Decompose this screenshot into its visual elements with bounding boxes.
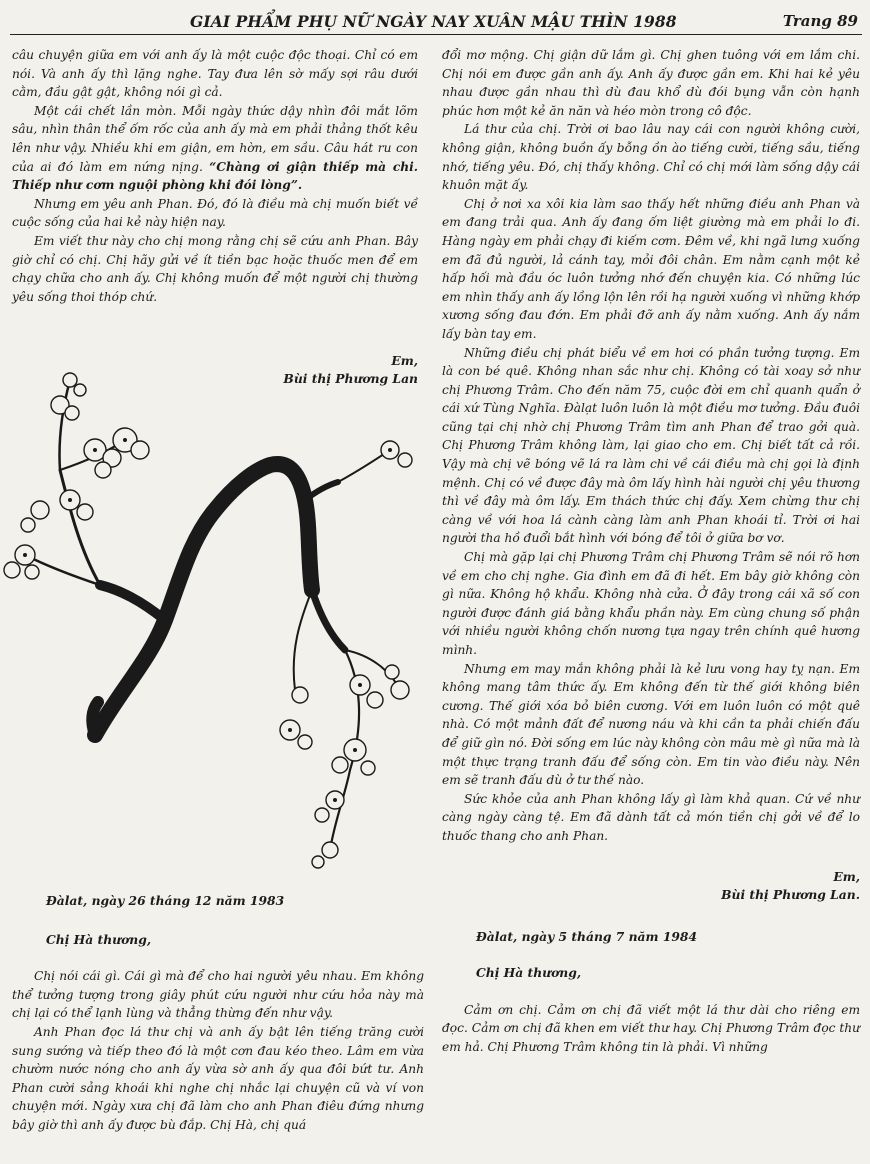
page-header [10,6,862,35]
signature-name-2: Bùi thị Phương Lan. [721,886,860,902]
right-paragraph-7: Sức khỏe của anh Phan không lấy gì làm khả quan. Cứ về như càng ngày càng tệ. Em đã dành tất cả món tiền chị gởi về để lo thuốc thang cho anh Phan. [442,791,860,843]
left-paragraph-2 [12,102,418,195]
left-paragraph-1: câu chuyện giữa em với anh ấy là một cuộc độc thoại. Chỉ có em nói. Và anh ấy thì lặng nghe. Tay đưa lên sờ mấy sợi râu dưới cằm, đầu gật gật, không nói gì cả. [12,48,418,100]
letter-date-1984: Đàlat, ngày 5 tháng 7 năm 1984 [476,928,698,944]
right-paragraph-6: Nhưng em may mắn không phải là kẻ lưu vong hay tỵ nạn. Em không mang tâm thức ấy. Em không đến từ thế giới không biên cương. Thế giới xóa bỏ biên cương. Với em luôn luôn có một quê nhà. Có một mảnh đất để nương náu và khi cần ta phải chiến đấu để giữ gìn nó. Đời sống em lúc này không còn mâu mè gì nữa mà là một thực trạng tranh đấu để sống còn. Em tin vào điều này. Nên em sẽ tranh đấu dù ở tư thế nào. [442,661,860,788]
signature-em: Em, [391,353,418,368]
left-paragraph-5: Chị nói cái gì. Cái gì mà để cho hai người yêu nhau. Em không thể tưởng tượng trong giây phút cứu người như cứu hỏa này mà chị lại có thể lạnh lùng và thẳng thừng đến như vậy. [12,969,424,1021]
plum-blossom-branch-icon [0,350,430,890]
signature-em-2: Em, [833,868,860,884]
right-column [442,46,860,1057]
right-paragraph-4: Những điều chị phát biểu về em hơi có phần tưởng tượng. Em là con bé quê. Không nhan sắc như chị. Không có tài xoay sở như chị Phương Trâm. Cho đến năm 75, cuộc đời em chỉ quanh quẩn ở cái xứ Tùng Nghĩa. Đàlạt luôn luôn là một điều mơ tưởng. Đầu đuôi cũng tại chị nhờ chị Phương Trâm tìm anh Phan để trao gởi quà. Chị Phương Trâm không làm, lại giao cho em. Chị biết tất cả rồi. Vậy mà chị vẽ bóng vẽ lá ra làm chi về cái điều mà chị gọi là định mệnh. Chị có về được đây mà ôm lấy hình hài người chị yêu thương thì về đây mà ôm lấy. Em thách thức chị đấy. Xem chừng thư chị càng về với hoa lá cành càng làm anh Phan khoái tỉ. Trời ơi hai người tha hồ đuổi bắt hình với bóng để tôi ở giữa bơ vơ. [442,345,860,546]
right-paragraph-5: Chị mà gặp lại chị Phương Trâm chị Phương Trâm sẽ nói rõ hơn về em cho chị nghe. Gia đình em đã đi hết. Em bây giờ không còn gì nữa. Không hộ khẩu. Không nhà cửa. Ở đây trong cái xã số con người được đánh giá bằng khẩu phần này. Em cùng chung số phận với nhiều người không chốn nương tựa ngay trên chính quê hương mình. [442,550,860,657]
publication-title: GIAI PHẨM PHỤ NỮ NGÀY NAY XUÂN MẬU THÌN 1988 [190,12,677,31]
right-paragraph-1: đổi mơ mộng. Chị giận dữ lắm gì. Chị ghen tuông với em lắm chi. Chị nói em được gần anh ấy. Anh ấy được gần em. Khi hai kẻ yêu nhau được gần nhau thì dù đau khổ dù đói bụng vẫn còn hạnh phúc hơn một kẻ ăn năn và héo mòn trong cô độc. [442,48,860,118]
page-number: Trang 89 [782,12,858,30]
letter-salutation-2: Chị Hà thương, [476,965,582,981]
left-paragraph-3: Nhưng em yêu anh Phan. Đó, đó là điều mà chị muốn biết về cuộc sống của hai kẻ này hiện nay. [12,196,418,230]
right-paragraph-2: Lá thư của chị. Trời ơi bao lâu nay cái con người không cười, không giận, không buồn ấy bỗng ồn ào tiếng cười, tiếng sầu, tiếng nhớ, tiếng yêu. Đó, chị thấy không. Chỉ có chị mới làm sống dậy cái khuôn mặt ấy. [442,122,860,193]
left-column-top [12,46,418,306]
left-paragraph-2-text: Một cái chết lần mòn. Mỗi ngày thức dậy nhìn đôi mắt lõm sâu, nhìn thân thể ốm rốc của anh ấy mà em phải thảng thốt kêu lên như vậy. Nhiều khi em giận, em hờn, em sầu. Câu hát ru con của ai đó làm em nứng nịng. [12,103,418,174]
signature-name: Bùi thị Phương Lan [283,371,418,386]
right-paragraph-3: Chị ở nơi xa xôi kia làm sao thấy hết những điều anh Phan và em đang trải qua. Anh ấy đang ốm liệt giường mà em phải lo đi. Hàng ngày em phải chạy đi kiếm cơm. Đêm về, khi ngã lưng xuống em đã đủ người, lả cánh tay, mỏi đôi chân. Em nằm cạnh một kẻ hấp hối mà đầu óc luôn tưởng nhớ đến chuyện kia. Có những lúc em nhìn thấy anh ấy lồng lộn lên rồi hạ người xuống vì những khớp xương sống đau đớn. Em phải đỡ anh ấy nằm xuống. Anh ấy nắm lấy bàn tay em. [442,196,860,341]
letter-signature-2 [442,868,860,904]
lullaby-quote: “Chàng ơi giận thiếp mà chi. Thiếp như cơm nguội phòng khi đói lòng”. [12,159,419,193]
right-paragraph-8: Cảm ơn chị. Cảm ơn chị đã viết một lá thư dài cho riêng em đọc. Cảm ơn chị đã khen em viết thư hay. Chị Phương Trâm đọc thư em hả. Chị Phương Trâm không tin là phải. Vì những [442,1002,860,1054]
left-column-bottom [12,892,424,1135]
letter-date-1983: Đàlat, ngày 26 tháng 12 năm 1983 [46,893,285,908]
left-paragraph-4: Em viết thư này cho chị mong rằng chị sẽ cứu anh Phan. Bây giờ chỉ có chị. Chị hãy gửi về ít tiền bạc hoặc thuốc men để em chạy chữa cho anh ấy. Chị không muốn để một người chị thường yêu sống thoi thóp chứ. [12,233,418,304]
left-paragraph-6: Anh Phan đọc lá thư chị và anh ấy bật lên tiếng trăng cười sung sướng và tiếp theo đó là một cơn đau kéo theo. Lâm em vừa chườm nước nóng cho anh ấy vừa sờ anh ấy qua đôi bứt tư. Anh Phan cười sảng khoái khi nghe chị nhắc lại chuyện cũ và ví von chuyện mới. Ngày xưa chị đã làm cho anh Phan điêu đứng nhưng bây giờ thì anh ấy được bù đắp. Chị Hà, chị quá [12,1024,424,1132]
letter-salutation-1: Chị Hà thương, [46,931,152,947]
